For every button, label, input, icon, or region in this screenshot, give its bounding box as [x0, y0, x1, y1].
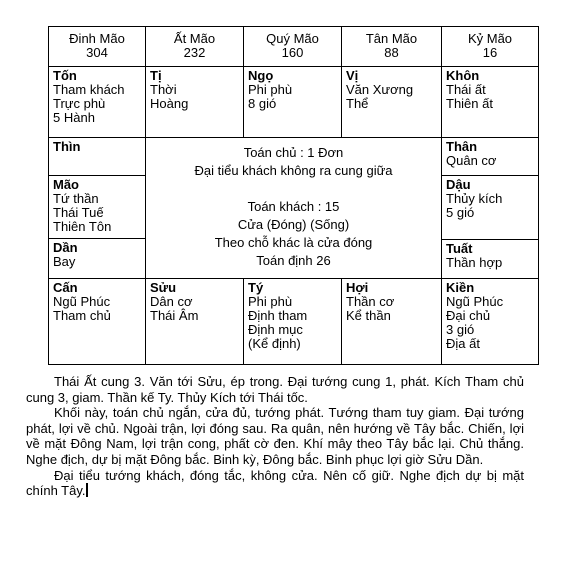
body-text[interactable]: [26, 374, 524, 499]
palace-cell: [49, 279, 146, 364]
palace-title: Dậu: [446, 177, 471, 192]
palace-line: Dân cơ: [150, 294, 193, 309]
palace-line: Thần hợp: [446, 255, 503, 270]
palace-line: 3 gió: [446, 322, 475, 337]
header-cell: [244, 27, 342, 67]
palace-line: 8 gió: [248, 96, 277, 111]
paragraph: Thái Ất cung 3. Văn tới Sửu, ép trong. Đại tướng cung 1, phát. Kích Tham chủ cung 3, giam. Thần kế Ty. Thủy Kích tới Thái tốc.: [26, 374, 524, 405]
header-name: Kỷ Mão: [467, 31, 513, 46]
palace-title: Sửu: [150, 280, 177, 295]
header-name: Đinh Mão: [69, 31, 125, 46]
header-value: 88: [384, 45, 399, 60]
palace-title: Cấn: [53, 280, 78, 295]
palace-line: Quân cơ: [446, 153, 497, 168]
palace-line: Bay: [53, 254, 76, 269]
center-panel: [146, 138, 442, 279]
palace-line: Đại chủ: [446, 308, 491, 323]
palace-cell: [49, 239, 146, 279]
palace-title: Tuất: [446, 241, 473, 256]
header-cell: [49, 27, 146, 67]
palace-line: Định mục: [248, 322, 303, 337]
palace-line: Tham khách: [53, 82, 125, 97]
palace-line: Tứ thần: [53, 191, 99, 206]
center-line: Toán chủ : 1 Đơn: [243, 145, 344, 160]
header-cell: [342, 27, 442, 67]
palace-title: Tị: [150, 68, 162, 83]
palace-title: Kiền: [446, 280, 475, 295]
center-line: Toán định 26: [256, 253, 331, 268]
palace-line: Văn Xương: [346, 82, 414, 97]
palace-line: 5 gió: [446, 205, 475, 220]
header-cell: [146, 27, 244, 67]
paragraph: Khối này, toán chủ ngắn, cửa đủ, tướng phát. Tướng tham tuy giam. Đại tướng phát, lợi về chủ. Ngoài trận, lợi đóng sau. Ra quân, nên hướng về Tây bắc. Chiến, lợi về mặt Đông Nam, lợi trận cong, phất cờ đen. Khí mây theo Tây bắc lại. Chủ thắng. Nghe địch, dự bị mặt Đông bắc. Binh kỳ, Đông bắc. Binh phục lợi giờ Sửu Dần.: [26, 405, 524, 467]
palace-line: 5 Hành: [53, 110, 95, 125]
palace-line: Thủy kích: [446, 191, 503, 206]
palace-line: Trực phù: [53, 96, 106, 111]
header-value: 232: [183, 45, 206, 60]
palace-cell: [49, 176, 146, 239]
palace-cell: [442, 67, 538, 138]
palace-line: Địa ất: [446, 336, 480, 351]
palace-line: Thiên ất: [446, 96, 493, 111]
palace-line: (Kể định): [248, 336, 301, 351]
palace-line: Tham chủ: [53, 308, 111, 323]
header-cell: [442, 27, 538, 67]
palace-line: Hoàng: [150, 96, 189, 111]
center-line: Theo chỗ khác là cửa đóng: [214, 235, 373, 250]
palace-cell: [342, 279, 442, 364]
palace-title: Tốn: [53, 68, 77, 83]
palace-line: Thiên Tôn: [53, 219, 112, 234]
palace-cell: [146, 279, 244, 364]
palace-line: Thái Tuế: [53, 205, 104, 220]
header-name: Ất Mão: [173, 31, 216, 46]
palace-cell: [146, 67, 244, 138]
palace-line: Phi phù: [248, 294, 293, 309]
header-value: 16: [482, 45, 498, 60]
text-cursor: [86, 483, 88, 497]
palace-line: Định tham: [248, 308, 308, 323]
palace-title: Hợi: [346, 280, 369, 295]
palace-title: Mão: [53, 177, 79, 192]
header-value: 304: [86, 45, 108, 60]
paragraph-text: Đại tiểu tướng khách, đóng tắc, không cửa. Nên cố giữ. Nghe địch dự bị mặt chính Tây.: [26, 467, 524, 499]
center-line: Toán khách : 15: [247, 199, 340, 214]
palace-line: Ngũ Phúc: [446, 294, 504, 309]
palace-title: Vị: [346, 68, 359, 83]
palace-title: Thìn: [53, 139, 81, 154]
palace-cell: [244, 279, 342, 364]
palace-title: Thân: [446, 139, 478, 154]
palace-title: Khôn: [446, 68, 480, 83]
center-line: Đại tiểu khách không ra cung giữa: [194, 163, 393, 178]
palace-line: Phi phù: [248, 82, 293, 97]
palace-cell: [49, 138, 146, 176]
palace-line: Thần cơ: [346, 294, 395, 309]
palace-line: Thái Âm: [150, 308, 199, 323]
palace-cell: [442, 279, 538, 364]
palace-title: Dần: [53, 240, 78, 255]
palace-cell: [49, 67, 146, 138]
palace-cell: [244, 67, 342, 138]
almanac-grid: [48, 26, 539, 365]
palace-line: Thể: [346, 96, 369, 111]
header-name: Quý Mão: [266, 31, 319, 46]
palace-line: Thái ất: [446, 82, 486, 97]
header-value: 160: [281, 45, 304, 60]
palace-line: Kể thần: [346, 308, 391, 323]
header-name: Tân Mão: [365, 31, 418, 46]
center-line: Cửa (Đóng) (Sống): [237, 217, 350, 232]
palace-cell: [442, 239, 538, 279]
palace-title: Tý: [248, 280, 264, 295]
palace-title: Ngọ: [248, 68, 274, 83]
palace-line: Ngũ Phúc: [53, 294, 111, 309]
paragraph: [26, 468, 524, 499]
palace-cell: [442, 138, 538, 176]
palace-line: Thời: [150, 82, 177, 97]
palace-cell: [342, 67, 442, 138]
